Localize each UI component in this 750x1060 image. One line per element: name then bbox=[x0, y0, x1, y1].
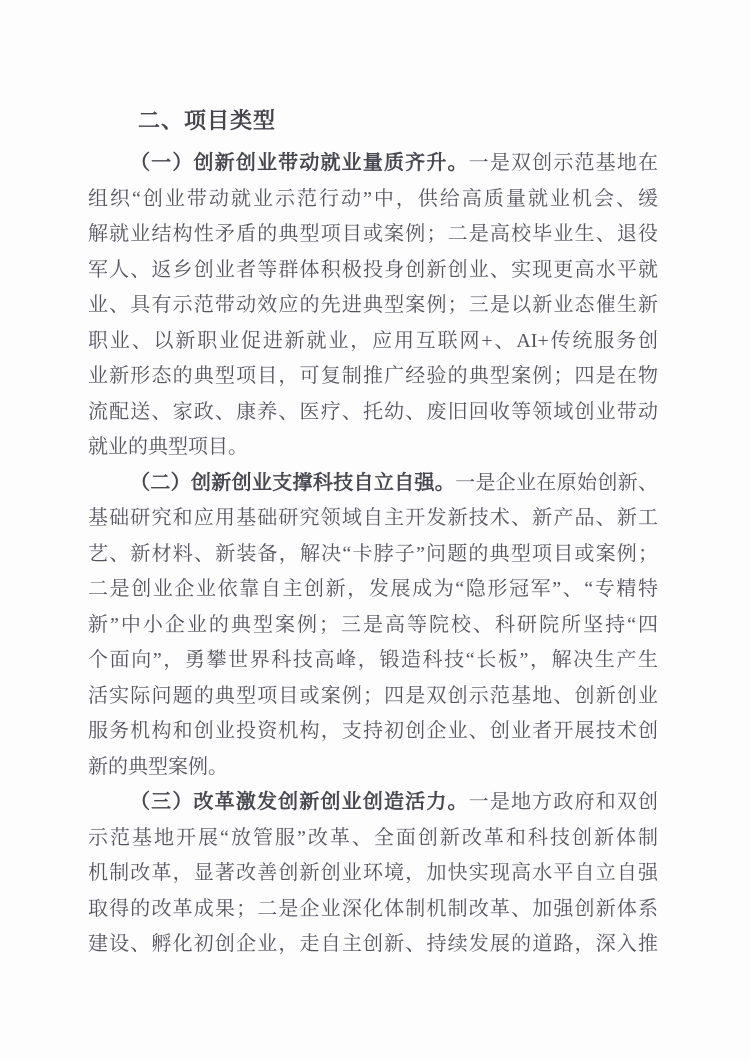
text-line: 解就业结构性矛盾的典型项目或案例；二是高校毕业生、退役 bbox=[88, 223, 658, 245]
text-line: 业新形态的典型项目，可复制推广经验的典型案例；四是在物 bbox=[88, 365, 658, 387]
paragraph-2 bbox=[88, 466, 658, 786]
paragraph-lead: （一）创新创业带动就业量质齐升。 bbox=[130, 152, 469, 174]
text-line: 流配送、家政、康养、医疗、托幼、废旧回收等领域创业带动 bbox=[88, 400, 658, 423]
paragraph-lead: （三）改革激发创新创业创造活力。 bbox=[130, 791, 469, 813]
paragraph-3 bbox=[88, 785, 658, 963]
text-line: 二是创业企业依靠自主创新，发展成为“隐形冠军”、“专精特 bbox=[88, 578, 658, 600]
paragraph-1 bbox=[88, 146, 658, 466]
text-line: （二）创新创业支撑科技自立自强。一是企业在原始创新、 bbox=[130, 471, 658, 494]
text-line: 取得的改革成果；二是企业深化体制机制改革、加强创新体系 bbox=[88, 897, 658, 920]
text-line: （三）改革激发创新创业创造活力。一是地方政府和双创 bbox=[130, 791, 658, 813]
paragraph-lead: （二）创新创业支撑科技自立自强。 bbox=[130, 471, 456, 494]
text-line: 就业的典型项目。 bbox=[88, 436, 248, 458]
text-line: 个面向”，勇攀世界科技高峰，锻造科技“长板”，解决生产生 bbox=[88, 649, 658, 671]
text-line: 组织“创业带动就业示范行动”中，供给高质量就业机会、缓 bbox=[88, 187, 658, 210]
document-body bbox=[88, 146, 658, 963]
text-line: 机制改革，显著改善创新创业环境，加快实现高水平自立自强 bbox=[88, 862, 658, 884]
text-line: 新的典型案例。 bbox=[88, 755, 228, 778]
text-line: 职业、以新职业促进新就业，应用互联网+、AI+传统服务创 bbox=[88, 329, 658, 352]
text-line: 服务机构和创业投资机构，支持初创企业、创业者开展技术创 bbox=[88, 720, 658, 742]
text-line: 建设、孵化初创企业，走自主创新、持续发展的道路，深入推 bbox=[88, 933, 658, 955]
text-line: （一）创新创业带动就业量质齐升。一是双创示范基地在 bbox=[130, 152, 658, 174]
text-line: 示范基地开展“放管服”改革、全面创新改革和科技创新体制 bbox=[88, 826, 658, 849]
text-line: 活实际问题的典型项目或案例；四是双创示范基地、创新创业 bbox=[88, 684, 658, 707]
section-heading: 二、项目类型 bbox=[138, 108, 277, 133]
text-line: 业、具有示范带动效应的先进典型案例；三是以新业态催生新 bbox=[88, 294, 658, 316]
text-line: 军人、返乡创业者等群体积极投身创新创业、实现更高水平就 bbox=[88, 258, 658, 281]
text-line: 基础研究和应用基础研究领域自主开发新技术、新产品、新工 bbox=[88, 507, 658, 529]
text-line: 艺、新材料、新装备，解决“卡脖子”问题的典型项目或案例； bbox=[88, 542, 658, 565]
text-line: 新”中小企业的典型案例；三是高等院校、科研院所坚持“四 bbox=[88, 613, 658, 636]
